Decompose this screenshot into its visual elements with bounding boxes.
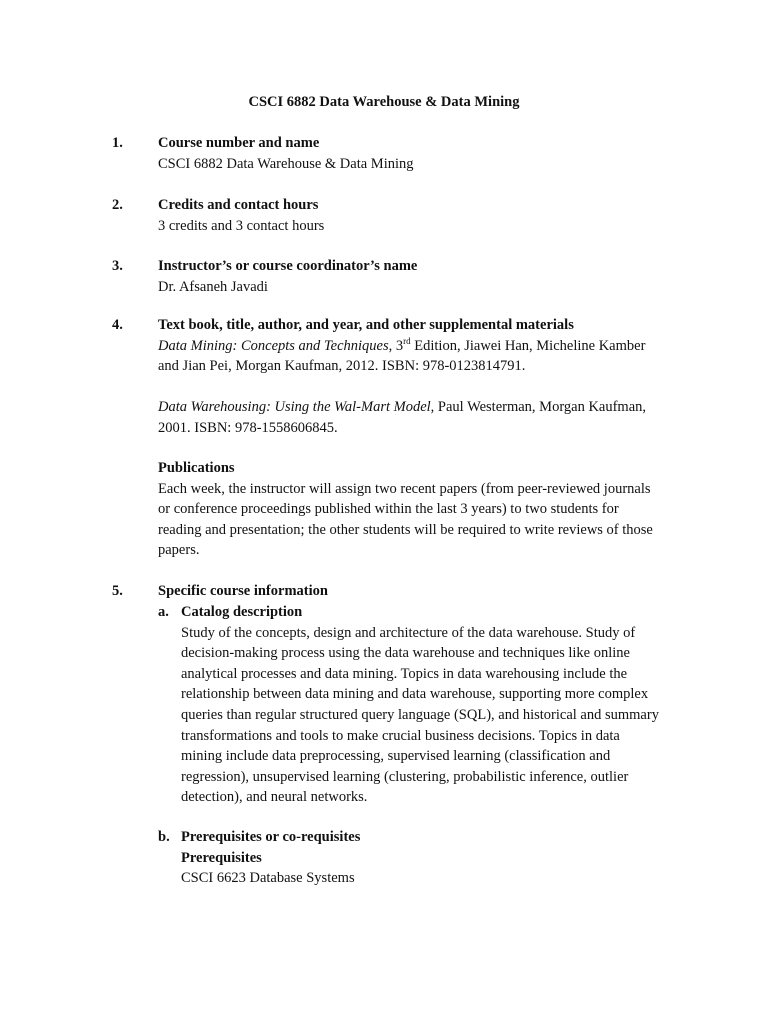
catalog-line: transformations and tools to make crucial business decisions. Topics in data	[181, 727, 620, 744]
section-3-number: 3.	[112, 258, 123, 274]
prerequisites	[181, 827, 681, 889]
publications-line: or conference proceedings published within the last 3 years) to two students for	[158, 501, 619, 518]
catalog-line: Study of the concepts, design and architecture of the data warehouse. Study of	[181, 624, 636, 641]
publications-line: reading and presentation; the other students will be required to write reviews of those	[158, 521, 653, 538]
textbook-1-edition: , 3	[388, 337, 404, 354]
catalog-line: relationship between data mining and data warehouse, supporting more complex	[181, 686, 649, 703]
publications-line: papers.	[158, 542, 200, 559]
textbook-2-title: Data Warehousing: Using the Wal-Mart Model	[158, 399, 431, 415]
textbook-2	[158, 397, 678, 438]
catalog-line: queries than regular structured query language (SQL), and historical and summary	[181, 706, 659, 723]
subsection-a-letter: a.	[158, 604, 169, 620]
section-3-body: Dr. Afsaneh Javadi	[158, 278, 268, 295]
textbook-1-authors: Edition, Jiawei Han, Micheline Kamber	[410, 337, 646, 354]
textbook-2-line-1	[158, 397, 678, 418]
section-2-heading: Credits and contact hours	[158, 197, 319, 213]
publications	[158, 458, 678, 561]
catalog-description	[181, 602, 681, 808]
section-4-heading: Text book, title, author, and year, and other supplemental materials	[158, 317, 574, 333]
section-2-number: 2.	[112, 197, 123, 213]
section-5	[158, 581, 678, 602]
catalog-line: analytical processes and data mining. Topics in data warehousing include the	[181, 665, 628, 682]
section-2	[158, 195, 678, 236]
textbook-1-line-1	[158, 336, 678, 357]
section-5-number: 5.	[112, 583, 123, 599]
subsection-b-letter: b.	[158, 829, 170, 845]
textbook-2-authors: , Paul Westerman, Morgan Kaufman,	[430, 399, 647, 415]
prerequisites-subheading: Prerequisites	[181, 849, 262, 866]
section-2-body: 3 credits and 3 contact hours	[158, 217, 325, 234]
publications-line: Each week, the instructor will assign two recent papers (from peer-reviewed journals	[158, 480, 651, 497]
section-1-body: CSCI 6882 Data Warehouse & Data Mining	[158, 155, 414, 172]
document-title: CSCI 6882 Data Warehouse & Data Mining	[248, 94, 520, 110]
textbook-1-title: Data Mining: Concepts and Techniques	[158, 337, 389, 354]
section-3-heading: Instructor’s or course coordinator’s name	[158, 258, 418, 274]
section-4	[158, 315, 678, 377]
catalog-line: mining include data preprocessing, supervised learning (classification and	[181, 748, 611, 765]
catalog-description-heading: Catalog description	[181, 604, 303, 620]
prerequisites-heading: Prerequisites or co-requisites	[181, 829, 361, 845]
prerequisites-body: CSCI 6623 Database Systems	[181, 870, 355, 887]
catalog-line: regression), unsupervised learning (clustering, probabilistic inference, outlier	[181, 768, 629, 785]
section-1	[158, 133, 678, 174]
section-1-heading: Course number and name	[158, 135, 320, 151]
textbook-1-line-2: and Jian Pei, Morgan Kaufman, 2012. ISBN: 978-0123814791.	[158, 358, 526, 375]
section-4-number: 4.	[112, 317, 123, 333]
section-5-heading: Specific course information	[158, 583, 328, 599]
catalog-line: detection), and neural networks.	[181, 789, 368, 806]
section-3	[158, 256, 678, 297]
textbook-1-edition-suffix: rd	[403, 335, 411, 346]
section-1-number: 1.	[112, 135, 123, 151]
textbook-2-line-2: 2001. ISBN: 978-1558606845.	[158, 419, 338, 436]
catalog-line: decision-making process using the data warehouse and techniques like online	[181, 645, 630, 662]
publications-heading: Publications	[158, 460, 235, 476]
